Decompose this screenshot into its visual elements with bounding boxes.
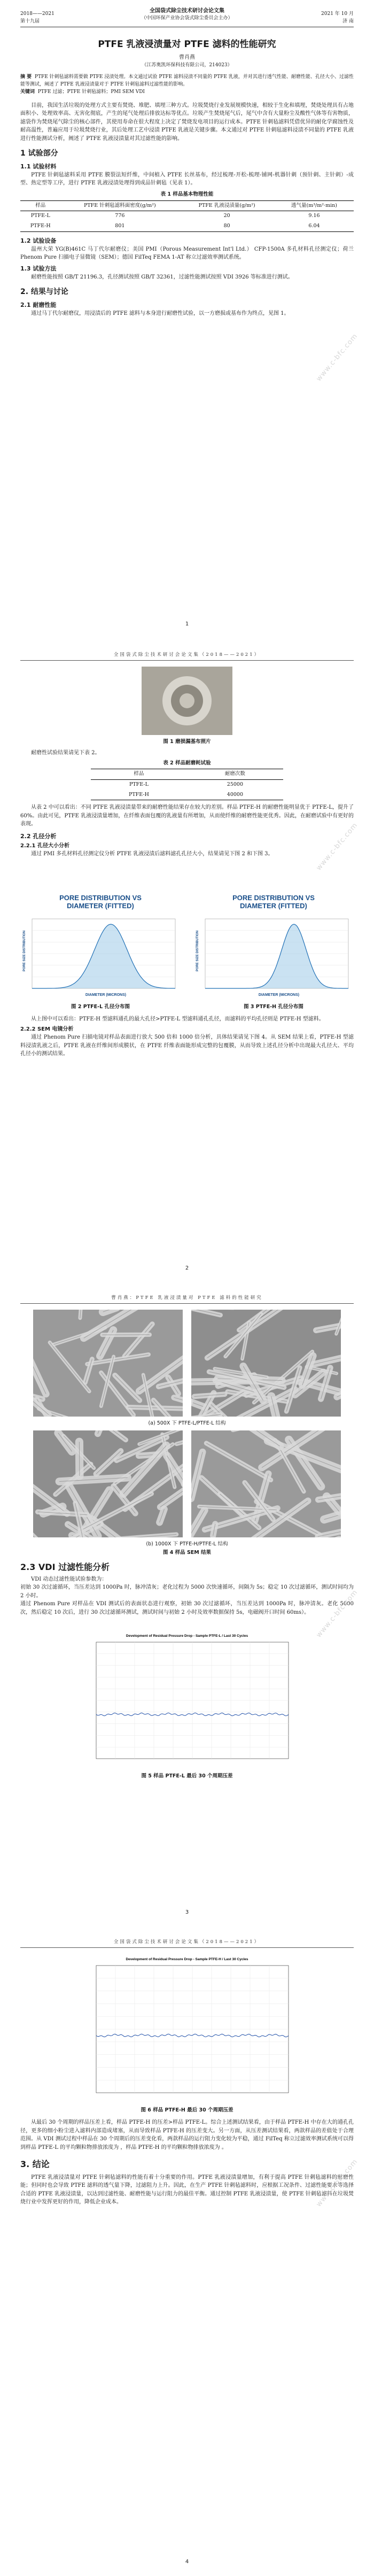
chart-title: PORE DISTRIBUTION VS DIAMETER (FITTED) — [232, 894, 315, 910]
section-2-1-text: 通过马丁代尔耐磨仪，用浸渍后的 PTFE 滤料与本身进行耐磨性试验，以一方磨损或基布作为终点，见图 1。 — [31, 311, 290, 317]
figure-5-caption: 图 5 样品 PTFE-L 最后 30 个周期压差 — [141, 1773, 233, 1779]
running-header-rule — [20, 660, 354, 661]
table-row — [20, 221, 354, 231]
header-right: 2021 年 10 月 济 南 — [321, 11, 354, 24]
introduction: 目前，我国生活垃圾的处理方式主要有焚烧、堆肥、填埋三种方式。垃圾焚烧行业发展规模快速，相较于生化和填埋，焚烧处理具有占地面积小、处理效率高、无害化彻底，产生的尾气处理后排放达标等优点。垃圾产生焚烧尾气后，尾气中含有大量粉尘及酸性气体等有害物质，滤袋作为焚烧尾气除尘的核心部件，其使用寿命在很大程度上决定了焚烧发电项目的运行成本。PTFE 针刺毡滤料凭借优异的耐化学腐蚀性及耐高温性，普遍应用于垃圾焚烧行业，其后处理工艺中浸渍 PTFE 乳液是关键步骤。本文通过对 PTFE 针刺毡滤料浸渍不同量的 PTFE 乳液进行性能测试分析，阐述了 PTFE 乳液浸渍量对其过滤性能的影响。 — [20, 102, 354, 142]
section-2-1-text-3: 从表 2 中可以看出：不同 PTFE 乳液浸渍量带来的耐磨性能结果存在较大的差别。样品 PTFE-H 的耐磨性能明显优于 PTFE-L，提升了 60%。由此可见，PTFE 乳液浸渍量增加，在纤维表面包覆的乳液量有所增加，从而使纤维的耐磨性能更优秀。因此，在耐磨试验中有更好的表现。 — [20, 804, 354, 827]
page-2-body-2 — [20, 1015, 354, 1058]
table-row — [91, 779, 283, 790]
paper-title: PTFE 乳液浸渍量对 PTFE 滤料的性能研究 — [98, 39, 276, 50]
section-2-2-1-heading: 2.2.1 孔径大小分析 — [20, 842, 69, 849]
section-1-3-text: 耐磨性能按照 GB/T 21196.3，孔径测试按照 GB/T 32361，过滤性能测试按照 VDI 3926 等标准进行测试。 — [31, 274, 293, 280]
sem-image-H-1000x — [33, 1430, 183, 1537]
section-2-2-1-text: 通过 PMI 多孔材料孔径测定仪分析 PTFE 乳液浸渍后滤料滤孔孔径大小，结果请见下图 2 和下图 3。 — [31, 851, 274, 857]
section-1-1-text: PTFE 针刺毡滤料采用 PTFE 膜裂法短纤维，中间植入 PTFE 长丝基布，经过梳理-开松-梳理-铺网-机器针刺（预针刺、主针刺）-成型、热定型等工序，进行 PTFE 乳液浸渍处理得到成品针刺毡（见表 1）。 — [20, 172, 354, 187]
table-cell: 801 — [115, 222, 125, 229]
table-cell: PTFE-H — [30, 222, 51, 229]
table-2-caption: 表 2 样品耐磨耗试验 — [163, 760, 211, 766]
chart-title: Development of Residual Pressure Drop - Sample PTFE-H / Last 30 Cycles — [126, 1958, 248, 1961]
figure-6-caption: 图 6 样品 PTFE-H 最后 30 个周期压差 — [141, 2107, 233, 2113]
y-axis-label: PORE SIZE DISTRIBUTION — [23, 930, 26, 972]
dp-chart-H — [80, 1954, 294, 2103]
author: 曹肖燕 — [179, 55, 195, 61]
table-cell: PTFE-H — [128, 791, 149, 798]
running-header-rule — [20, 1947, 354, 1948]
table-cell: 6.04 — [308, 222, 320, 229]
watermark: www.c-bfc.com — [315, 821, 360, 872]
sem-fiber-texture — [191, 1310, 341, 1417]
sem-image-L-1000x — [191, 1430, 341, 1537]
table-2 — [91, 769, 283, 800]
pore-chart-H-svg — [193, 914, 354, 999]
running-header: 全国袋式除尘技术研讨会论文集（2018——2021） — [113, 1939, 261, 1945]
table-cell: 80 — [223, 222, 230, 229]
table-cell: PTFE-L — [129, 781, 149, 787]
figure-2-caption: 图 2 PTFE-L 孔径分布图 — [71, 1004, 130, 1010]
section-1-3-heading: 1.3 试验方法 — [20, 265, 57, 272]
section-1-2-text: 温州大荣 YG(B)461C 马丁代尔耐磨仪；美国 PMI（Porous Measurement Int'l Ltd.） CFP-1500A 多孔材料孔径测定仪；荷兰 Phenom Pure 扫描电子显微镜（SEM）；德国 FilTeq FEMA 1-AT 称立过滤效率测试系统。 — [20, 246, 354, 261]
chart-title: PORE DISTRIBUTION VS DIAMETER (FITTED) — [59, 894, 142, 910]
x-axis-label: DIAMETER (MICRONS) — [85, 993, 127, 997]
x-axis-label: DIAMETER (MICRONS) — [258, 993, 300, 997]
table-row — [91, 790, 283, 800]
table-header-row — [20, 200, 354, 211]
page-3 — [0, 1288, 374, 1932]
page-2 — [0, 644, 374, 1288]
paper-head — [20, 37, 354, 318]
section-2-1-heading: 2.1 耐磨性能 — [20, 301, 57, 308]
figure-3-caption: 图 3 PTFE-H 孔径分布图 — [244, 1004, 303, 1010]
page-3-body — [20, 1561, 354, 1616]
table-cell: 40000 — [227, 791, 244, 798]
header-center: 全国袋式除尘技术研讨会论文集 （中国环保产业协会袋式除尘委员会主办） — [141, 8, 233, 21]
table-cell: 9.16 — [308, 213, 320, 219]
page-2-body — [20, 749, 354, 858]
running-header: 全国袋式除尘技术研讨会论文集（2018——2021） — [113, 652, 261, 657]
table-header-cell: PTFE 针刺毡滤料面密度(g/m²) — [83, 202, 156, 208]
section-2-3-heading: 2.3 VDI 过滤性能分析 — [20, 1562, 110, 1572]
table-1-caption: 表 1 样品基本物理性能 — [160, 191, 214, 197]
section-2-2-heading: 2.2 孔径分析 — [20, 832, 57, 840]
table-header-cell: 耐磨次数 — [224, 771, 245, 777]
figure-4a-caption: (a) 500X 下 PTFE-L/PTFE-L 结构 — [148, 1420, 226, 1426]
abstract: 摘 要 PTFE 针刺毡滤料需要做 PTFE 浸渍处理。本文通过试验 PTFE 滤料浸渍不同量的 PTFE 乳液，并对其进行透气性能、耐磨性能、孔径大小、过滤性能等测试，阐述了 PTFE 乳液浸渍量对于 PTFE 针刺毡滤料过滤性能的影响。 — [20, 74, 354, 87]
running-header-rule — [20, 1303, 354, 1304]
dp-chart-L — [80, 1630, 294, 1769]
table-header-row — [91, 769, 283, 780]
section-2-heading: 2. 结果与讨论 — [20, 288, 68, 297]
table-cell: 20 — [223, 213, 230, 219]
pore-chart-L-svg — [20, 914, 181, 999]
dp-chart-L-svg — [80, 1630, 294, 1769]
figure-4-caption: 图 4 样品 SEM 结果 — [162, 1550, 212, 1556]
table-header-cell: 样品 — [134, 771, 144, 777]
table-cell: PTFE-L — [30, 213, 50, 219]
table-cell: 776 — [115, 213, 125, 219]
sem-fiber-texture — [33, 1310, 183, 1417]
section-1-heading: 1 试验部分 — [20, 149, 58, 158]
page-4 — [0, 1932, 374, 2576]
pore-chart-L — [20, 894, 181, 1001]
conclusion-text: PTFE 乳液浸渍量对 PTFE 针刺毡滤料的性能有着十分重要的作用。PTFE 乳液浸渍量增加，有利于提高 PTFE 针刺毡滤料的耐磨性能；但同时也会导致 PTFE 滤料的透气量下降，过滤阻力上升。因此，在生产 PTFE 针刺毡滤料时，应根据工况条件、过滤性能要求等选择合适的 PTFE 乳液浸渍量，以达到过滤性能、耐磨性能与运行阻力的最佳平衡。通过控制 PTFE 乳液浸渍量，使 PTFE 针刺毡滤料在垃圾焚烧行业中发挥更好的作用，降低企业成本。 — [20, 2174, 354, 2206]
abrasion-photo-graphic — [142, 667, 232, 735]
pore-chart-H — [193, 894, 354, 1001]
page-4-body — [20, 2118, 354, 2207]
section-2-2-1-text-2: 从上图中可以看出：PTFE-H 型滤料通孔的最大孔径>PTFE-L 型滤料通孔孔径，而滤料的平均孔径则是 PTFE-H 型滤料。 — [31, 1016, 324, 1022]
page-number: 1 — [185, 621, 189, 627]
page-1 — [0, 0, 374, 644]
section-2-3-text-2: 从最后 30 个周期的样品压差上看，样品 PTFE-H 的压差>样品 PTFE-L。综合上述测试结果看，由于样品 PTFE-H 中存在大的通孔孔径，更多的细小粉尘进入滤料内部造成堵塞，从而导致样品 PTFE-H 的压差变大。另一方面，从压差测试结果看，两款样品的差值处于合理范围。从 VDI 测试过程中样品在 30 个周期后的压差变化看，两款样品的运行阻力变化较为平稳，通过 FilTeq 称立过滤效率测试系统可以得到样品 PTFE-L 的平均颗粒物排放浓度为 ，样品 PTFE-H 的平均颗粒物排放浓度为 。 — [20, 2119, 354, 2150]
section-3-heading: 3. 结论 — [20, 2159, 50, 2169]
sem-fiber-texture — [191, 1430, 341, 1537]
chart-title: Development of Residual Pressure Drop - Sample PTFE-L / Last 30 Cycles — [126, 1634, 248, 1638]
dp-chart-H-svg — [80, 1954, 294, 2103]
sem-image-H-500x — [191, 1310, 341, 1417]
keywords: 关键词 PTFE 过滤；PTFE 针刺毡滤料；PMI SEM VDI — [20, 89, 145, 95]
running-header: 曹肖燕：PTFE 乳液浸渍量对 PTFE 滤料的性能研究 — [111, 1295, 263, 1301]
page-number: 4 — [185, 2559, 189, 2565]
section-2-1-text-2: 耐磨性试验结果请见下表 2。 — [31, 750, 100, 756]
table-header-cell: PTFE 乳液浸渍量(g/m²) — [198, 202, 255, 208]
table-header-cell: 透气量(m³/m²·min) — [291, 202, 337, 208]
fiber-edge — [79, 1442, 80, 1476]
sem-fiber-texture — [33, 1430, 183, 1537]
watermark: www.c-bfc.com — [315, 2157, 360, 2209]
watermark: www.c-bfc.com — [315, 332, 360, 383]
abrasion-photo — [142, 667, 232, 735]
table-1 — [20, 200, 354, 232]
sem-image-L-500x — [33, 1310, 183, 1417]
affiliation: （江苏奥凯环保科技有限公司，214023） — [142, 62, 232, 68]
watermark: www.c-bfc.com — [315, 1588, 360, 1639]
figure-4b-caption: (b) 1000X 下 PTFE-H/PTFE-L 结构 — [146, 1541, 228, 1547]
y-axis-label: PORE SIZE DISTRIBUTION — [196, 930, 199, 972]
section-2-2-2-heading: 2.2.2 SEM 电镜分析 — [20, 1026, 74, 1032]
page-number: 3 — [185, 1909, 189, 1915]
fiber — [103, 1310, 116, 1312]
header-left: 2018——2021 第十九届 — [20, 11, 54, 24]
table-cell: 25000 — [227, 781, 244, 787]
page-number: 2 — [185, 1265, 189, 1271]
table-header-cell: 样品 — [35, 202, 46, 208]
figure-1-caption: 图 1 磨损漏基布照片 — [163, 739, 211, 745]
section-2-3-text: VDI 动态过滤性能试验参数为： 初始 30 次过滤循环，当压差达到 1000Pa 时，脉冲清灰；老化过程为 5000 次快速循环，间隔为 5s；稳定 10 次过滤循环，测试时间均为 2 小时。 通过 Phenom Pure 对样品在 VDI 测试后的表面状态进行观察，初始 30 次过滤循环，当压差达到 1000Pa 时，脉冲清灰。老化 5000 次，然后稳定 10 次后，进行 30 次过滤循环测试，测试时间与初始 2 小时及效率数据保持 5s，电磁阀开口时间 60ms）。 — [20, 1576, 354, 1615]
table-row — [20, 211, 354, 221]
section-2-2-2-text: 通过 Phenom Pure 扫描电镜对样品表面进行放大 500 倍和 1000 倍分析，具体结果请见下图 4。从 SEM 结果上看，PTFE-H 型滤料浸渍乳液之后，PTFE 乳液在纤维间形成膜状，在 PTFE 纤维表面能形成完整的包覆膜，从而导致上述孔径分析中出现最大孔径大、平均孔径小的测试结果。 — [20, 1034, 354, 1057]
section-1-1-heading: 1.1 试验材料 — [20, 163, 57, 170]
section-1-2-heading: 1.2 试验设备 — [20, 237, 57, 244]
